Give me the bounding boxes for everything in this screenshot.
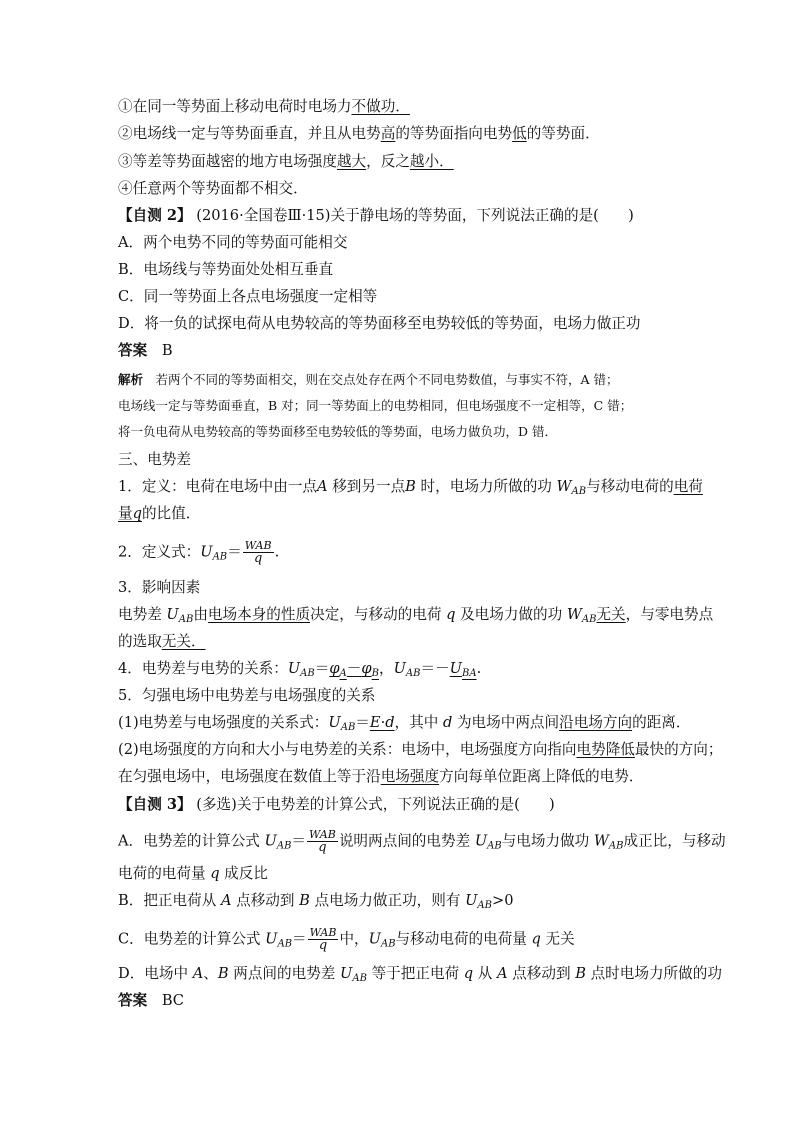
text: 两点间的电势差 [228,965,341,982]
subscript: B [371,668,379,679]
subscript: AB [178,614,194,625]
text: 为电场中两点间 [452,714,560,731]
underlined-answer: 电场本身的性质 [207,606,311,623]
text: ①在同一等势面上移动电荷时电场力 [118,98,352,115]
quiz-3-option-c [118,927,575,952]
text: 最快的方向； [634,741,723,758]
quiz-2-answer [118,341,173,361]
text: ， [378,660,394,677]
text: ，与零电势点 [625,606,714,623]
var: B [217,965,229,982]
subscript: AB [405,668,421,679]
answer-value: B [161,342,173,359]
var: U [265,930,278,948]
text: 及电场力做的功 [455,606,567,623]
subscript: AB [212,551,228,563]
numerator: WAB [309,926,337,939]
text: (1)电势差与电场强度的关系式： [118,714,329,731]
var: U [449,660,462,677]
var: q [210,865,220,882]
underlined-answer: 无关． [161,633,206,650]
potential-relation [118,659,481,679]
var: W [556,478,572,495]
var: q [463,965,474,982]
quiz-3-option-a-cont [118,864,268,884]
subscript: BA [461,668,477,679]
influence-line-1 [118,605,713,625]
text: 与移动电荷的 [586,478,674,495]
fraction [243,540,274,565]
explanation-line-1 [118,370,619,390]
text: 成正比，与移动 [623,832,726,850]
var: A [317,478,328,495]
underlined-answer: 低 [512,125,527,142]
text: ＝ [355,714,370,731]
quiz-3-option-a [118,829,726,854]
text: 等于把正电荷 [366,965,464,982]
text: ＝ [227,543,242,561]
var: U [474,832,488,850]
quiz-2-option-c: C．同一等势面上各点电场强度一定相等 [118,288,378,305]
fraction [308,927,339,952]
var: B [575,965,586,982]
text: － [346,660,362,677]
explanation-label: 解析 [118,372,144,387]
text: 由 [193,606,208,623]
text: 无关 [540,930,575,948]
subscript: AB [300,668,315,679]
relation-line-2 [118,740,722,760]
underlined-answer: 无关 [596,606,626,623]
quiz-2-option-a: A．两个电势不同的等势面可能相交 [118,234,348,251]
quiz-3-option-d [118,964,722,984]
fraction [307,829,338,854]
text: 点移动到 [231,892,300,909]
text: 的比值． [141,505,201,522]
text: >0 [491,892,514,909]
text: ＝－ [420,660,450,677]
var: U [264,832,277,850]
quiz-tag: 【自测 2】 [118,207,192,224]
underlined-answer: 越小． [409,153,454,170]
underlined-answer: 越大 [336,153,367,170]
text: 与电场力做功 [501,832,594,850]
var: d [442,714,453,731]
point-4: ④任意两个等势面都不相交． [118,180,308,197]
subscript: AB [352,973,367,984]
var: U [287,660,301,677]
var: d [385,714,395,731]
var: φ [361,660,372,677]
var: U [166,606,179,623]
underlined-answer: 沿电场方向 [559,714,633,731]
text: ，其中 [394,714,443,731]
subscript: A [339,668,347,679]
text: A．电势差的计算公式 [118,832,265,850]
subscript: AB [487,840,502,852]
relation-heading: 5．匀强电场中电势差与电场强度的关系 [118,687,376,704]
var: A [220,892,232,909]
text: C．电势差的计算公式 [118,930,266,948]
var: U [465,892,478,909]
var: q [446,606,456,623]
influence-heading: 3．影响因素 [118,579,201,596]
text: 的选取 [118,633,162,650]
var: B [405,478,416,495]
text: B．把正电荷从 [118,892,221,909]
formula-definition [118,540,279,565]
var: φ [329,660,340,677]
var: W [593,832,609,850]
text: (2)电场强度的方向和大小与电势差的关系：电场中，电场强度方向指向 [118,741,577,758]
text: 决定，与移动的电荷 [310,606,447,623]
text: 的等势面． [526,125,600,142]
text: 电势差 [118,606,167,623]
var: U [328,714,341,731]
subscript: AB [277,938,293,950]
explanation-line-3: 将一负电荷从电势较高的等势面移至电势较低的等势面，电场力做负功，D 错． [118,424,557,439]
text: 中， [339,930,369,948]
subscript: AB [340,722,356,733]
var: A [497,965,508,982]
definition-line-1 [118,477,703,497]
quiz-2-option-b: B．电场线与等势面处处相互垂直 [118,261,334,278]
text: 方向每单位距离上降低的电势． [439,768,644,785]
quiz-2-option-d: D．将一负的试探电荷从电势较高的等势面移至电势较低的等势面，电场力做正功 [118,315,641,332]
text: . [274,543,280,561]
underlined-answer: 量 [118,505,133,522]
quiz-3-option-b [118,891,514,911]
text: · [380,714,386,731]
numerator: WAB [309,828,336,841]
text: 说明两点间的电势差 [338,832,475,850]
var: U [393,660,406,677]
text: ＝ [292,930,307,948]
var: q [531,930,541,948]
quiz-tag: 【自测 3】 [118,796,192,813]
underlined-answer: 高 [380,125,396,142]
point-2 [118,124,600,144]
text: ＝ [314,660,330,677]
text: 若两个不同的等势面相交，则在交点处存在两个不同电势数值，与事实不符，A 错； [143,372,619,387]
text: 2．定义式： [118,543,201,561]
text: ，反之 [366,153,410,170]
var: U [368,930,381,948]
section-heading: 三、电势差 [118,451,191,468]
subscript: AB [608,840,624,852]
text: 点移动到 [507,965,576,982]
text: (多选)关于电势差的计算公式，下列说法正确的是( ) [191,796,555,813]
var: W [566,606,582,623]
answer-label: 答案 [118,342,148,359]
text: 4．电势差与电势的关系： [118,660,288,677]
var: E [369,714,381,731]
subscript: AB [380,938,396,950]
point-1 [118,97,410,117]
quiz-2-question [118,206,634,226]
text: ＝ [291,832,307,850]
underlined-answer: 不做功． [351,98,410,115]
var: B [299,892,310,909]
text: ③等差等势面越密的地方电场强度 [118,153,337,170]
text: 从 [473,965,497,982]
text: 1．定义：电荷在电场中由一点 [118,478,318,495]
text: 与移动电荷的电荷量 [395,930,532,948]
text: (2016·全国卷Ⅲ·15)关于静电场的等势面，下列说法正确的是( ) [191,207,634,224]
text: 的等势面指向电势 [395,125,513,142]
text: 成反比 [219,865,268,882]
text: 的距离． [632,714,691,731]
underlined-answer: 电势降低 [576,741,635,758]
answer-label: 答案 [118,992,148,1009]
subscript: AB [276,840,292,852]
subscript: AB [571,486,587,497]
text: . [476,660,482,677]
underlined-answer: 电场强度 [380,768,440,785]
text: 时，电场力所做的功 [415,478,557,495]
point-3 [118,152,454,172]
text: 、 [203,965,218,982]
var: q [132,505,142,522]
denominator: q [318,840,327,855]
quiz-3-question [118,795,555,815]
relation-line-1 [118,713,690,733]
text: 点时电场力所做的功 [585,965,722,982]
text: 电荷的电荷量 [118,865,211,882]
quiz-3-answer [118,991,184,1011]
var: U [340,965,353,982]
text: D．电场中 [118,965,193,982]
text: ②电场线一定与等势面垂直，并且从电势 [118,125,381,142]
text: 移到另一点 [327,478,406,495]
denominator: q [318,938,328,953]
definition-line-2 [118,504,200,524]
relation-line-3 [118,767,643,787]
underlined-answer: 电荷 [673,478,703,495]
subscript: AB [477,900,492,911]
answer-value: BC [161,992,184,1009]
explanation-line-2: 电场线一定与等势面垂直，B 对；同一等势面上的电势相同，但电场强度不一定相等，C 错； [118,398,633,413]
numerator: WAB [244,539,272,552]
denominator: q [254,551,263,566]
text: 在匀强电场中，电场强度在数值上等于沿 [118,768,381,785]
var: U [200,543,213,561]
text: 点电场力做正功，则有 [309,892,466,909]
influence-line-2 [118,632,206,652]
var: A [192,965,204,982]
subscript: AB [581,614,597,625]
